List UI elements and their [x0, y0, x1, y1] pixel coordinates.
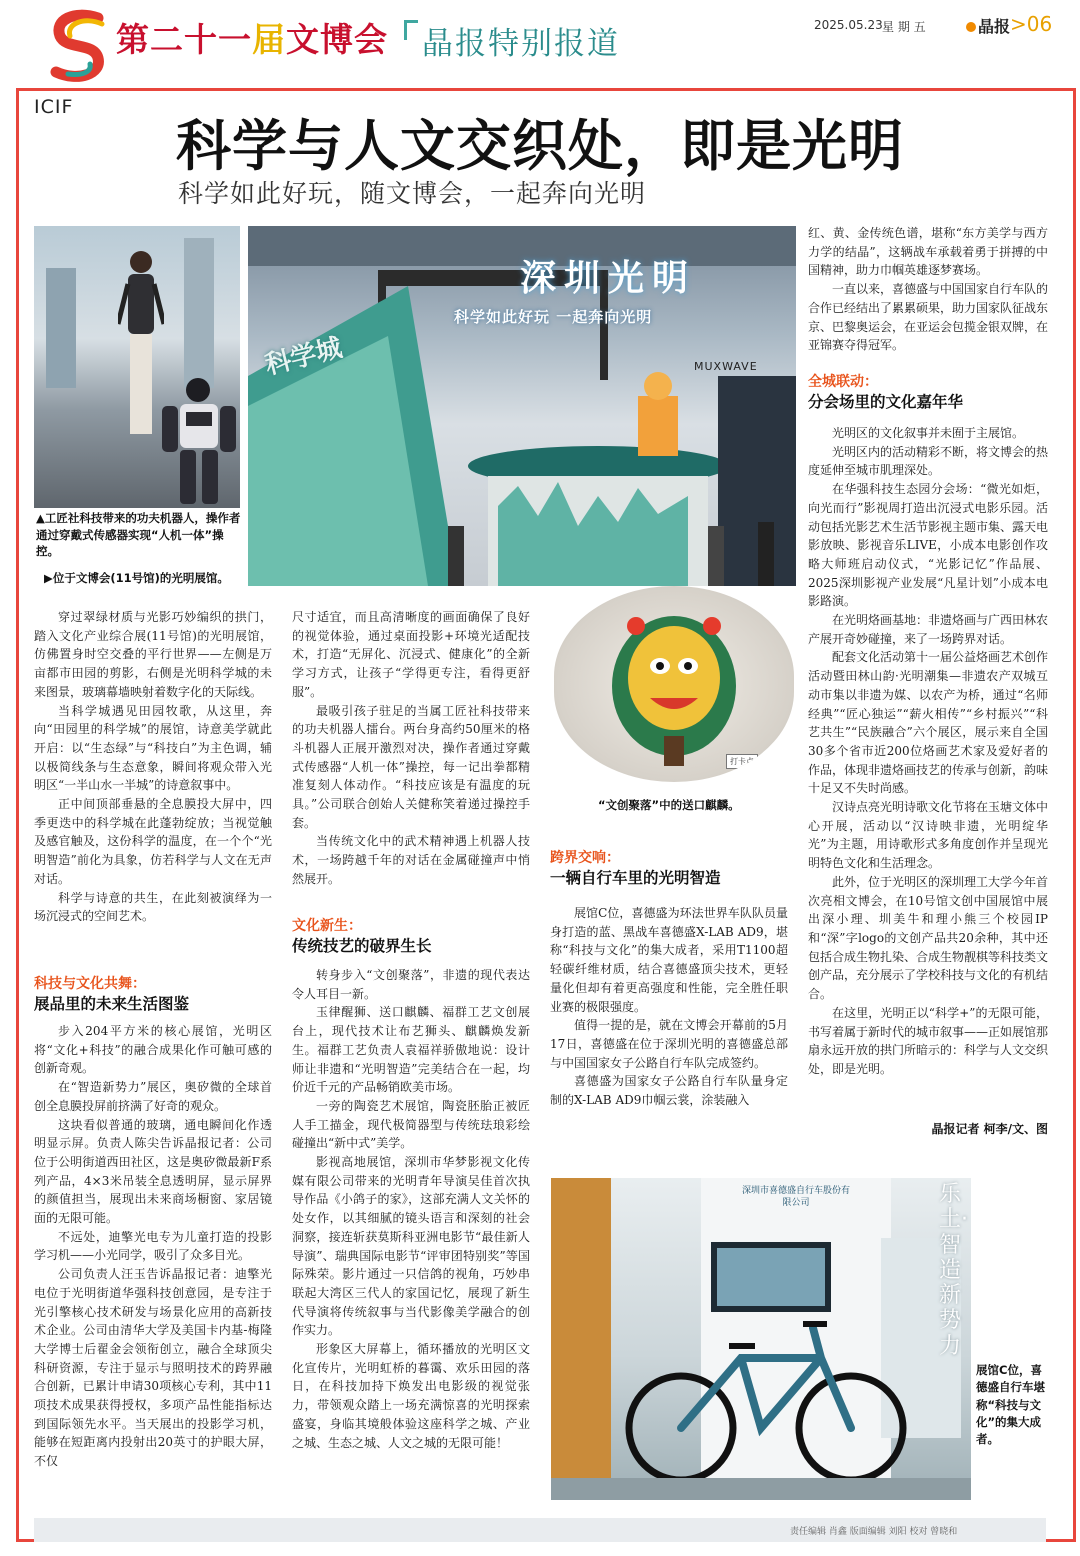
kungfu-robot-icon	[162, 376, 240, 508]
byline: 晶报记者 柯李/文、图	[931, 1122, 1048, 1136]
bike-photo-caption: 展馆C位，喜德盛自行车堪称“科技与文化”的集大成者。	[976, 1363, 1045, 1446]
column-4-section-body: 光明区的文化叙事并未囿于主展馆。 光明区内的活动精彩不断，将文博会的热度延伸至城市肌理深处。 在华强科技生态园分会场：“微光如炬，向光而行”影视周打造出沉浸式电影乐园。活动包括光影艺术生活节影视主题市集、露天电影放映、影视音乐LIVE，小成本电影创作攻略大师班启动仪式，“光影记忆”作品展、2025深圳影视产业发展“凡星计划”小成本电影路演。 在光明烙画基地：非遗烙画与广西田林农产展开奇妙碰撞，来了一场跨界对话。 配套文化活动第十一届公益烙画艺术创作活动暨田林山韵·光明潮集—非遗农产双城互动市集以非遗为媒、以农产为桥，通过“名师经典”“匠心独运”“薪火相传”“乡村振兴”“科艺共生”“民族融合”六个展区，展示来自全国30多个省市近200位烙画艺术家及爱好者的作品，体现非遗烙画技艺的传承与创新，韵味十足又不失时尚感。 汉诗点亮光明诗歌文化节将在玉塘文体中心开展，活动以“汉诗映非遗，光明绽华光”为主题，用诗歌形式多角度创作并呈现光明特色文化和生活理念。 此外，位于光明区的深圳理工大学今年首次亮相文博会，在10号馆文创中国展馆中展出深小理、圳美牛和理小熊三个校园IP和“深”字logo的文创产品共20余种，其中还包括合成生物扎染、合成生物靓棋等科技类文创产品，充分展示了学校科技与文化的有机结合。 在这里，光明正以“科学+”的无限可能，书写着属于新时代的城市叙事——正如展馆那扇永远开放的拱门所暗示的：科学与人文交织处，即是光明。	[808, 426, 1049, 1076]
section-heading-citywide: 全城联动： 分会场里的文化嘉年华	[808, 374, 964, 412]
robot-photo-caption: ▲工匠社科技带来的功夫机器人，操作者通过穿戴式传感器实现“人机一体”操控。	[36, 511, 241, 559]
column-3-section-body: 展馆C位，喜德盛为环法世界车队队员量身打造的蓝、黑战车喜德盛X-LAB AD9，堪称“科技与文化”的集大成者，采用T1100超轻碳纤维材质，结合喜德盛顶尖技术，更轻量化但却有着更高强度和性能，完全胜任职业赛的极限强度。 值得一提的是，就在文博会开幕前的5月17日，喜德盛在位于深圳光明的喜德盛总部与中国国家女子公路自行车队完成签约。 喜德盛为国家女子公路自行车队量身定制的X-LAB AD9巾帼云裳，涂装融入	[550, 906, 788, 1108]
bike-company-sign: 深圳市喜德盛自行车股份有限公司	[741, 1186, 850, 1208]
section-heading-tech-culture: 科技与文化共舞： 展品里的未来生活图鉴	[34, 976, 190, 1014]
building-shape	[46, 268, 76, 388]
hall-sign-main: 深圳光明	[520, 258, 697, 299]
paper-logo-icon	[966, 22, 976, 32]
section-heading-crossover: 跨界交响： 一辆自行车里的光明智造	[550, 850, 721, 888]
column-2-top: 尺寸适宜，而且高清晰度的画面确保了良好的视觉体验，通过桌面投影+环境光适配技术，打造“无屏化、沉浸式、健康化”的全新学习方式，让孩子“学得更专注，看得更舒服”。 最吸引孩子驻足的当属工匠社科技带来的功夫机器人擂台。两台身高约50厘米的格斗机器人正展开激烈对决，操作者通过穿戴式传感器“人机一体”操控，每一记出拳都精准复刻人体动作。“科技应该是有温度的玩具。”公司联合创始人关健称笑着递过操控手套。 当传统文化中的武术精神遇上机器人技术，一场跨越千年的对话在金属碰撞声中悄然展开。	[292, 610, 530, 886]
section-heading-culture-new: 文化新生： 传统技艺的破界生长	[292, 918, 432, 956]
icif-tag: ICIF	[34, 96, 74, 118]
qilin-craft-photo	[554, 586, 794, 782]
festival-title: 第二十一届文博会	[116, 20, 388, 59]
festival-s-logo-icon	[44, 8, 114, 82]
bracket-mark-icon	[404, 20, 418, 40]
headline: 科学与人文交织处，即是光明	[176, 114, 905, 178]
issue-date: 2025.05.23	[814, 18, 883, 32]
building-shape	[184, 238, 214, 388]
hall-sign-slogan: 科学如此好玩 一起奔向光明	[454, 308, 653, 326]
column-4-top: 红、黄、金传统色谱，堪称“东方美学与西方力学的结晶”，这辆战车承载着勇于拼搏的中国精神，助力巾帼英雄逐梦赛场。 一直以来，喜德盛与中国国家自行车队的合作已经结出了累累硕果，助力国家队征战东京、巴黎奥运会，在亚运会包揽金银双牌，在亚锦赛夺得冠军。	[808, 226, 1049, 353]
robot-photo	[34, 226, 240, 508]
editor-credits: 责任编辑 肖鑫 版面编辑 刘阳 校对 曾晓和	[790, 1527, 958, 1537]
bicycle-scene-icon	[551, 1178, 971, 1500]
paper-name: 晶报	[966, 14, 1010, 37]
subheadline: 科学如此好玩，随文博会，一起奔向光明	[178, 179, 647, 208]
special-report-title: 晶报特别报道	[422, 26, 620, 62]
checkin-tag: 打卡点	[726, 754, 758, 769]
issue-weekday: 星 期 五	[882, 20, 926, 34]
masthead	[0, 0, 1080, 80]
column-1-intro: 穿过翠绿材质与光影巧妙编织的拱门，踏入文化产业综合展(11号馆)的光明展馆，仿佛置身时空交叠的平行世界——左侧是万亩都市田园的剪影，右侧是光明科学城的未来图景，玻璃幕墙映射着数字化的天际线。 当科学城遇见田园牧歌，从这里，奔向“田园里的科学城”的展馆，诗意美学就此开启：以“生态绿”与“科技白”为主色调，辅以极简线条与生态意象，瞬间将观众带入光明区“一半山水一半城”的诗意叙事中。 正中间顶部垂悬的全息膜投大屏中，四季更迭中的科学城在此蓬勃绽放；当视觉触及感官触及，这份科学的温度，在一个个“光明智造”前化为具象，仿若科学与人文在无声对话。 科学与诗意的共生，在此刻被演绎为一场沉浸式的空间艺术。	[34, 610, 272, 924]
hall-photo-caption: ▶位于文博会(11号馆)的光明展馆。	[44, 571, 229, 585]
column-2-section-body: 转身步入“文创聚落”，非遗的现代表达令人耳目一新。 玉律醒狮、送口麒麟、福群工艺文创展台上，现代技术让布艺狮头、麒麟焕发新生。福群工艺负责人袁福祥骄傲地说：设计师让非遗和“光明智造”完美结合在一起，均价近千元的产品畅销欧美市场。 一旁的陶瓷艺术展馆，陶瓷胚胎正被匠人手工描金，现代极简器型与传统珐琅彩绘碰撞出“新中式”美学。 影视高地展馆，深圳市华梦影视文化传媒有限公司带来的光明青年导演吴佳首次执导作品《小鸽子的家》，这部充满人文关怀的处女作，以其细腻的镜头语言和深刻的社会洞察，接连斩获莫斯科亚洲电影节“最佳新人导演”、瑞典国际电影节“评审团特别奖”等国际殊荣。影片通过一只信鸽的视角，巧妙串联起大湾区三代人的家国记忆，展现了新生代导演将传统叙事与当代影像美学融合的创作实力。 形象区大屏幕上，循环播放的光明区文化宣传片，光明虹桥的暮霭、欢乐田园的落日，在科技加持下焕发出电影级的视觉张力，带领观众踏上一场充满惊喜的光明探索盛宴，身临其境般体验这座科学之城、产业之城、生态之城、人文之城的无限可能！	[292, 968, 530, 1450]
bike-vertical-sign: 乐土·智造新势力	[939, 1182, 968, 1359]
page-number: >06	[1010, 12, 1053, 36]
bicycle-photo	[551, 1178, 971, 1500]
exhibition-hall-photo	[248, 226, 796, 586]
craft-photo-caption: “文创聚落”中的送口麒麟。	[598, 798, 740, 812]
hall-sign-side: 科学城	[262, 332, 346, 381]
qilin-sculpture-icon	[554, 586, 794, 782]
column-1-section-body: 步入204平方米的核心展馆，光明区将“文化+科技”的融合成果化作可触可感的创新奇观。 在“智造新势力”展区，奥矽微的全球首创全息膜投屏前挤满了好奇的观众。 这块看似普通的玻璃，通电瞬间化作透明显示屏。负责人陈尖告诉晶报记者：公司位于公明街道西田社区，这是奥矽微最新F系列产品，4×3米吊装全息透明屏，显示屏界的颜值担当，展现出未来商场橱窗、家居镜面的无限可能。 不远处，迪擎光电专为儿童打造的投影学习机——小光同学，吸引了众多目光。 公司负责人汪玉告诉晶报记者：迪擎光电位于光明街道华强科技创意园，是专注于光引擎核心技术研发与场景化应用的高新技术企业。公司由清华大学及美国卡内基-梅隆大学博士后翟金会领衔创立，融合全球顶尖科研资源，专注于显示与照明技术的跨界融合创新，已累计申请30项核心专利，其中11项技术成果获得授权，多项产品性能指标达到国际领先水平。当天展出的投影学习机，能够在短距离内投射出20英寸的护眼大屏，不仅	[34, 1024, 272, 1469]
hall-brand-label: MUXWAVE	[694, 360, 758, 373]
operator-figure-icon	[118, 244, 164, 444]
